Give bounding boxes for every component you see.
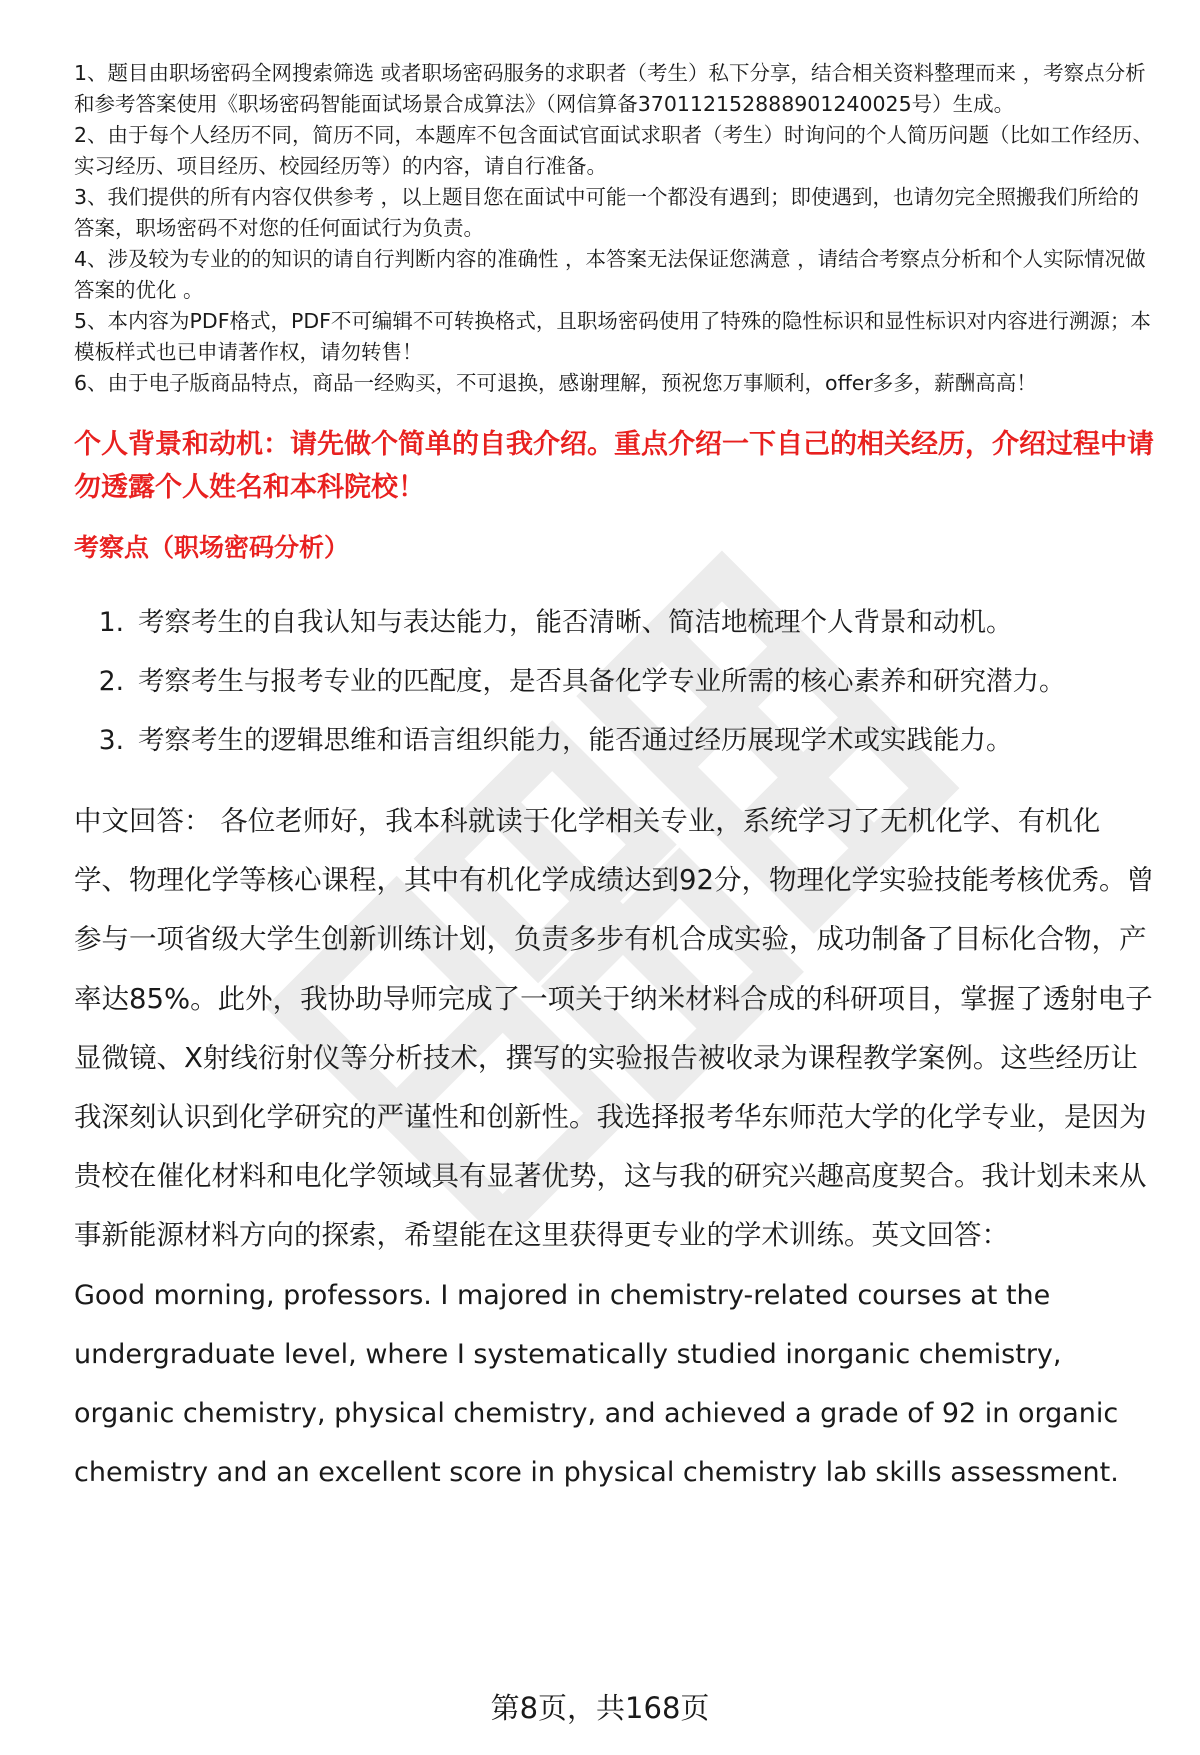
point-number: 1.	[98, 607, 124, 638]
page-content	[74, 58, 1154, 1502]
point-number: 3.	[98, 725, 124, 756]
point-text: 考察考生的逻辑思维和语言组织能力，能否通过经历展现学术或实践能力。	[138, 725, 1013, 756]
interview-question: 个人背景和动机：请先做个简单的自我介绍。重点介绍一下自己的相关经历，介绍过程中请勿透露个人姓名和本科院校！	[74, 429, 1154, 503]
answer-chinese: 中文回答： 各位老师好，我本科就读于化学相关专业，系统学习了无机化学、有机化学、物理化学等核心课程，其中有机化学成绩达到92分，物理化学实验技能考核优秀。曾参与一项省级大学生创新训练计划，负责多步有机合成实验，成功制备了目标化合物，产率达85%。此外，我协助导师完成了一项关于纳米材料合成的科研项目，掌握了透射电子显微镜、X射线衍射仪等分析技术，撰写的实验报告被收录为课程教学案例。这些经历让我深刻认识到化学研究的严谨性和创新性。我选择报考华东师范大学的化学专业，是因为贵校在催化材料和电化学领域具有显著优势，这与我的研究兴趣高度契合。我计划未来从事新能源材料方向的探索，希望能在这里获得更专业的学术训练。英文回答：	[74, 805, 1154, 1252]
notice-item: 3、我们提供的所有内容仅供参考 ，以上题目您在面试中可能一个都没有遇到；即使遇到，也请勿完全照搬我们所给的答案，职场密码不对您的任何面试行为负责。	[74, 185, 1140, 240]
answer-english: Good morning, professors. I majored in chemistry-related courses at the undergraduate level, where I systematically studied inorganic chemistry, organic chemistry, physical chemistry, and achieved a grade of 92 in organic chemistry and an excellent score in physical chemistry lab skills assessment.	[74, 1279, 1119, 1489]
notice-item: 1、题目由职场密码全网搜索筛选 或者职场密码服务的求职者（考生）私下分享，结合相关资料整理而来 ，考察点分析和参考答案使用《职场密码智能面试场景合成算法》（网信算备370112152888901240025号）生成。	[74, 61, 1146, 116]
notice-item: 4、涉及较为专业的的知识的请自行判断内容的准确性 ，本答案无法保证您满意 ，请结合考察点分析和个人实际情况做答案的优化 。	[74, 247, 1146, 302]
sample-answer	[74, 792, 1154, 1502]
point-number: 2.	[98, 666, 124, 697]
disclaimer-notice	[74, 58, 1154, 399]
notice-item: 6、由于电子版商品特点，商品一经购买，不可退换，感谢理解，预祝您万事顺利，offer多多，薪酬高高！	[74, 371, 1037, 395]
page-number-footer: 第8页，共168页	[490, 1691, 710, 1725]
point-text: 考察考生与报考专业的匹配度，是否具备化学专业所需的核心素养和研究潜力。	[138, 666, 1066, 697]
analysis-point	[74, 593, 1154, 652]
point-text: 考察考生的自我认知与表达能力，能否清晰、简洁地梳理个人背景和动机。	[138, 607, 1013, 638]
notice-item: 5、本内容为PDF格式，PDF不可编辑不可转换格式，且职场密码使用了特殊的隐性标识和显性标识对内容进行溯源；本模板样式也已申请著作权，请勿转售！	[74, 309, 1151, 364]
notice-item: 2、由于每个人经历不同，简历不同，本题库不包含面试官面试求职者（考生）时询问的个人简历问题（比如工作经历、实习经历、项目经历、校园经历等）的内容，请自行准备。	[74, 123, 1154, 178]
analysis-points	[74, 593, 1154, 770]
analysis-point	[74, 711, 1154, 770]
analysis-point	[74, 652, 1154, 711]
analysis-heading: 考察点（职场密码分析）	[74, 533, 350, 562]
